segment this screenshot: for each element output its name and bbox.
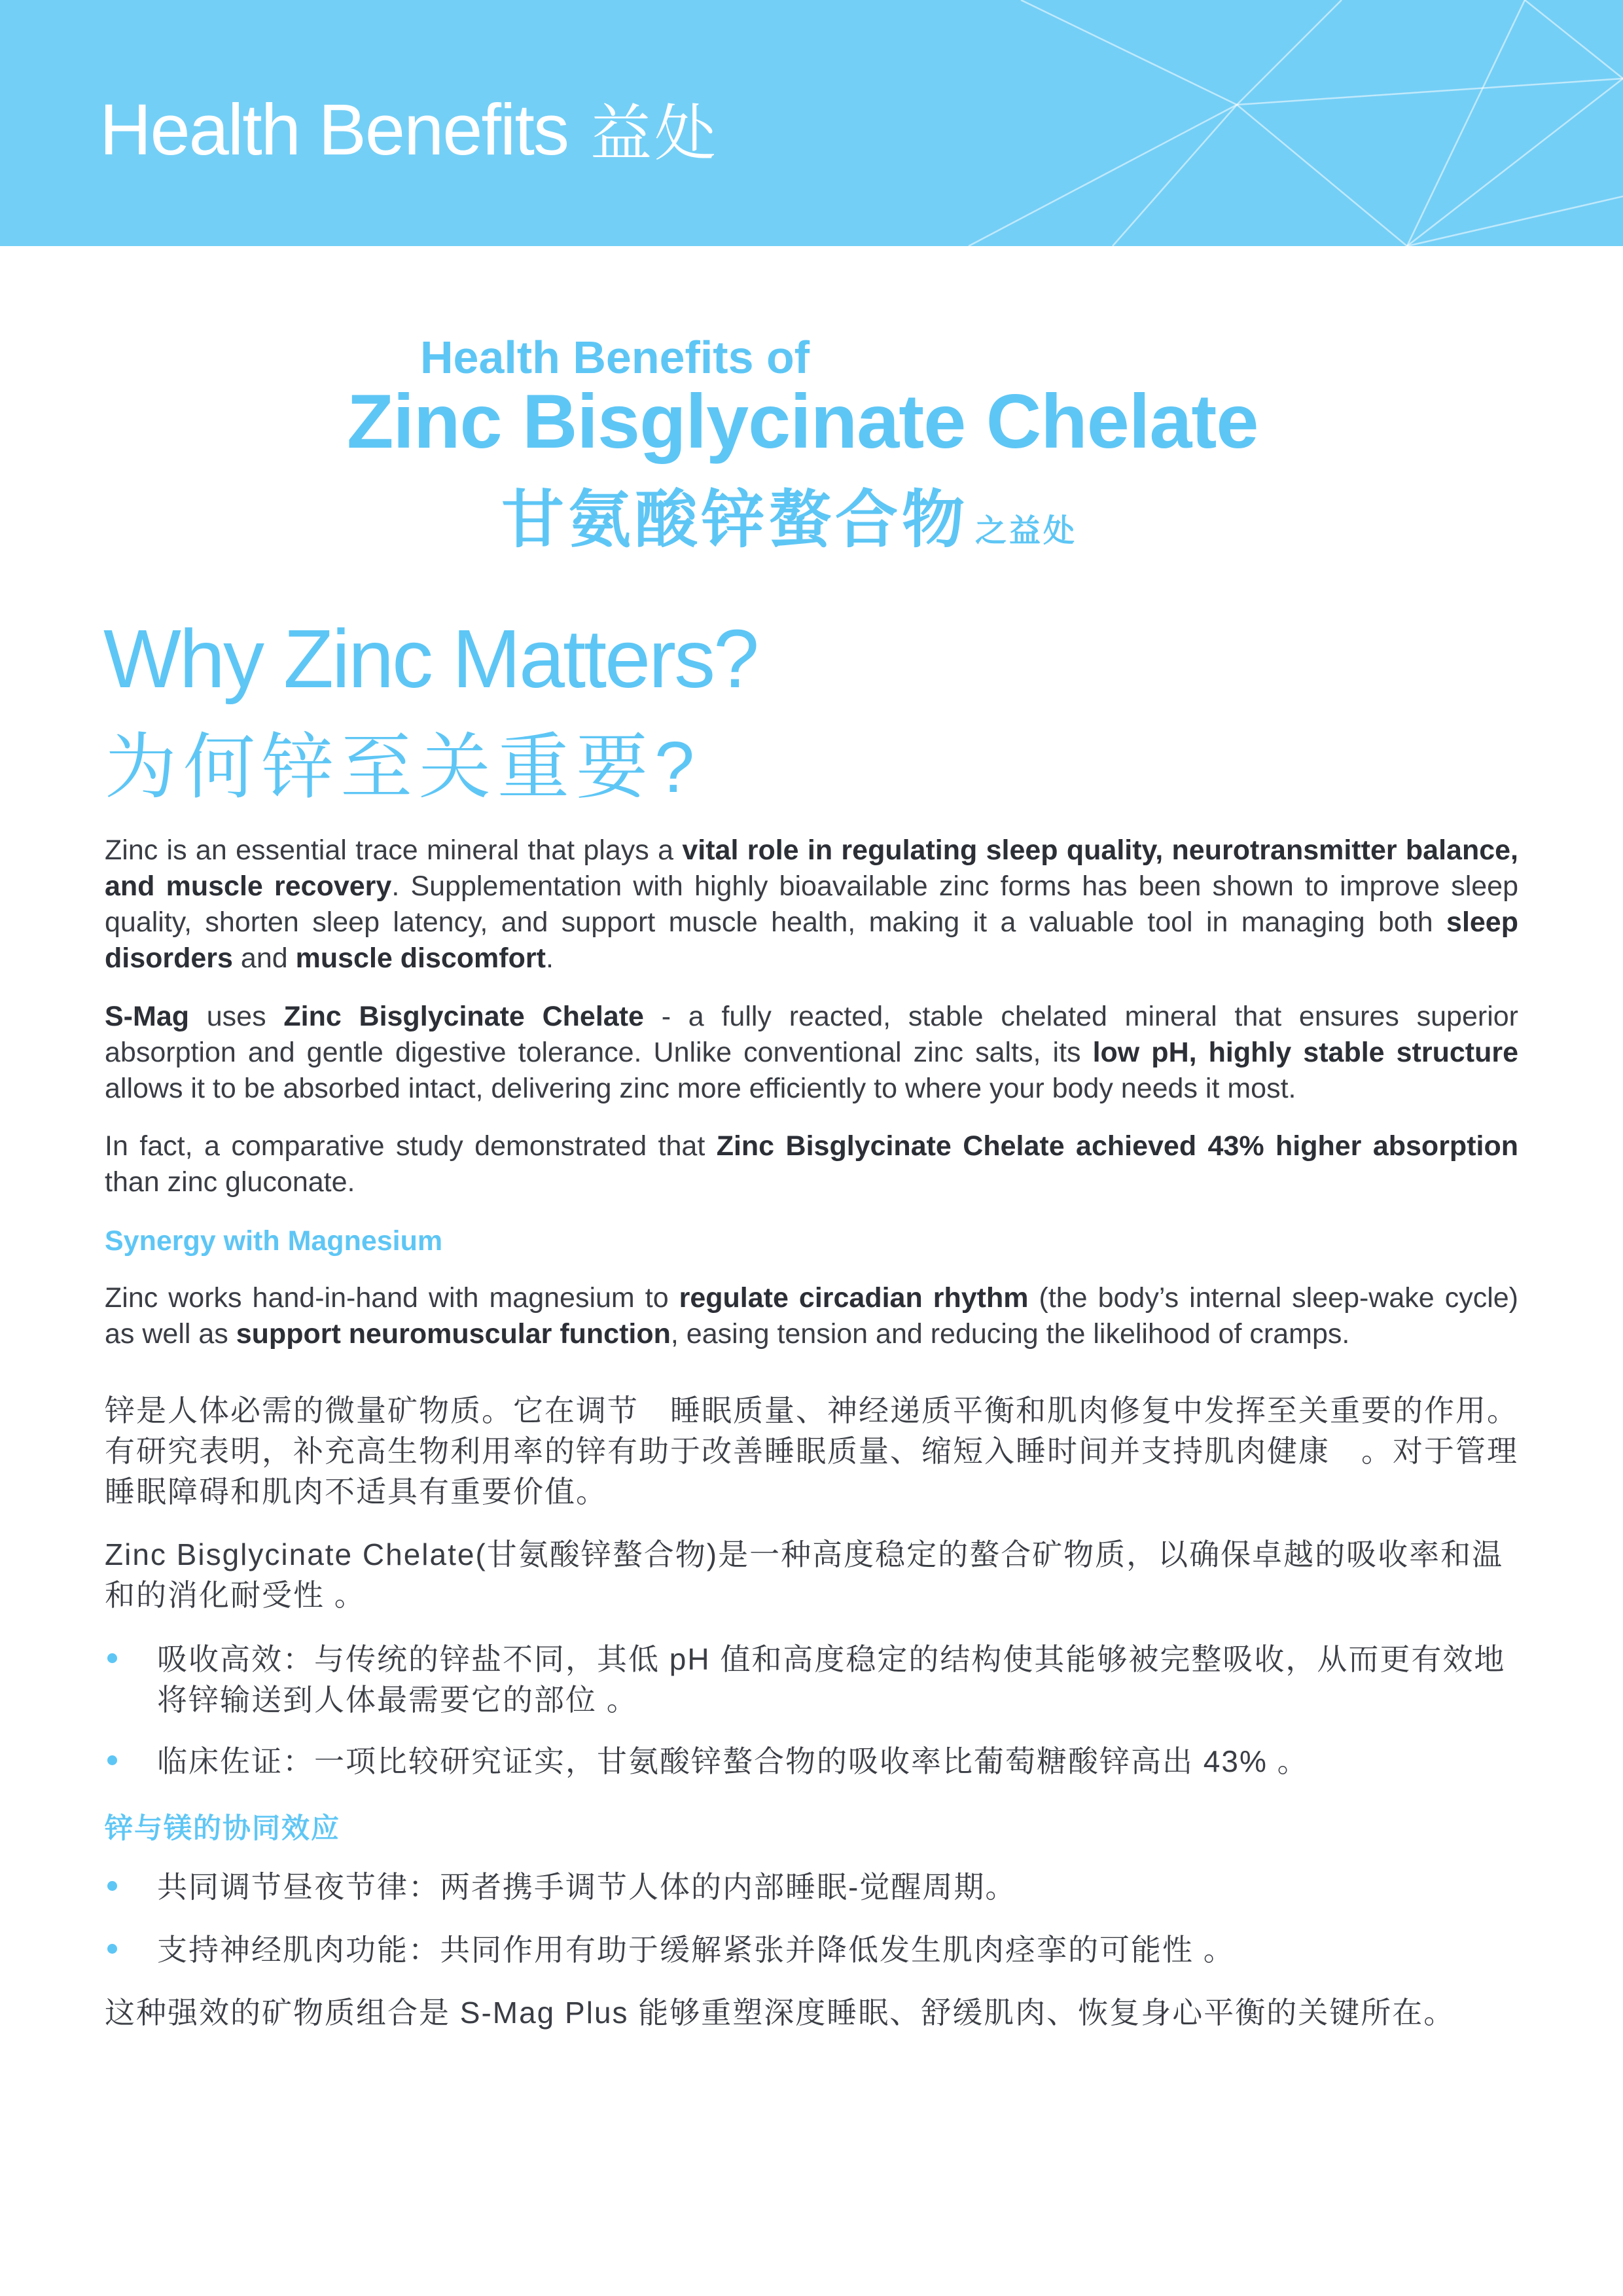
header-banner <box>0 0 1623 246</box>
synergy-heading-zh: 锌与镁的协同效应 <box>105 1813 340 1844</box>
bullet-text: 支持神经肌肉功能：共同作用有助于缓解紧张并降低发生肌肉痉挛的可能性 。 <box>157 1933 1235 1967</box>
title-zh-suffix: 之益处 <box>975 514 1078 548</box>
text-span: Zinc is an essential trace mineral that plays a <box>105 834 683 866</box>
list-item <box>105 1929 1518 1970</box>
title-zh: 甘氨酸锌螯合物 <box>501 485 969 555</box>
header-title-en: Health Benefits <box>99 90 568 170</box>
text-span: . <box>545 942 554 974</box>
bullet-text: 共同调节昼夜节律：两者携手调节人体的内部睡眠-觉醒周期。 <box>157 1870 1017 1904</box>
title-line-1: Health Benefits of <box>420 332 810 383</box>
text-span: and <box>232 942 296 974</box>
paragraph-en-3 <box>105 1128 1518 1200</box>
bold-span: low pH, highly stable structure <box>1092 1037 1519 1068</box>
text-span: . Supplementation with highly bioavailable zinc forms has been shown to improve sleep quality, shorten sleep latency, and support muscle health, making it a valuable tool in managing both <box>105 870 1518 938</box>
bold-span: S-Mag <box>105 1001 189 1032</box>
bullet-icon <box>107 1944 117 1954</box>
list-item <box>105 1741 1518 1782</box>
paragraph-zh-2: Zinc Bisglycinate Chelate(甘氨酸锌螯合物)是一种高度稳定的螯合矿物质，以确保卓越的吸收率和温和的消化耐受性 。 <box>105 1537 1504 1612</box>
text-span: In fact, a comparative study demonstrated that <box>105 1130 717 1162</box>
section-heading-en: Why Zinc Matters? <box>103 613 758 705</box>
paragraph-en-2 <box>105 999 1518 1107</box>
header-title-zh: 益处 <box>590 99 719 168</box>
paragraph-en-1 <box>105 833 1518 977</box>
title-line-2: Zinc Bisglycinate Chelate <box>347 378 1258 464</box>
list-item <box>105 1639 1518 1720</box>
list-item <box>105 1867 1518 1907</box>
text-span: - a fully reacted, stable chelated mineral that ensures superior absorption and gentle digestive tolerance. Unlike conventional zinc salts, its <box>105 1001 1518 1068</box>
text-span: , easing tension and reducing the likelihood of cramps. <box>670 1318 1350 1350</box>
bullet-icon <box>107 1755 117 1765</box>
bold-span: vital role in regulating sleep quality, neurotransmitter balance, and muscle recovery <box>105 834 1518 902</box>
synergy-heading-en: Synergy with Magnesium <box>105 1225 443 1257</box>
bold-span: support neuromuscular function <box>236 1318 671 1350</box>
closing-paragraph-zh: 这种强效的矿物质组合是 S-Mag Plus 能够重塑深度睡眠、舒缓肌肉、恢复身心平衡的关键所在。 <box>105 1996 1455 2030</box>
section-heading-zh: 为何锌至关重要? <box>105 727 702 808</box>
bold-span: sleep disorders <box>105 906 1518 974</box>
bold-span: Zinc Bisglycinate Chelate achieved 43% higher absorption <box>716 1130 1518 1162</box>
title-line-3-zh <box>501 470 1077 560</box>
text-span: uses <box>189 1001 284 1032</box>
bold-span: muscle discomfort <box>295 942 546 974</box>
bullet-icon <box>107 1881 117 1891</box>
bold-span: Zinc Bisglycinate Chelate <box>283 1001 644 1032</box>
text-span: than zinc gluconate. <box>105 1166 355 1198</box>
paragraph-zh-1: 锌是人体必需的微量矿物质。它在调节 睡眠质量、神经递质平衡和肌肉修复中发挥至关重要的作用。有研究表明，补充高生物利用率的锌有助于改善睡眠质量、缩短入睡时间并支持肌肉健康 。对于管理睡眠障碍和肌肉不适具有重要价值。 <box>105 1393 1518 1509</box>
text-span: allows it to be absorbed intact, delivering zinc more efficiently to where your body needs it most. <box>105 1073 1296 1104</box>
bullet-text: 吸收高效：与传统的锌盐不同，其低 pH 值和高度稳定的结构使其能够被完整吸收，从而更有效地将锌输送到人体最需要它的部位 。 <box>157 1642 1506 1717</box>
text-span: (the body’s internal sleep-wake cycle) as well as <box>105 1282 1518 1350</box>
text-span: Zinc works hand-in-hand with magnesium to <box>105 1282 679 1314</box>
header-title <box>99 84 719 172</box>
paragraph-en-4 <box>105 1280 1518 1352</box>
bullet-text: 临床佐证：一项比较研究证实，甘氨酸锌螯合物的吸收率比葡萄糖酸锌高出 43% 。 <box>157 1744 1309 1778</box>
bold-span: regulate circadian rhythm <box>679 1282 1029 1314</box>
bullet-icon <box>107 1653 117 1663</box>
